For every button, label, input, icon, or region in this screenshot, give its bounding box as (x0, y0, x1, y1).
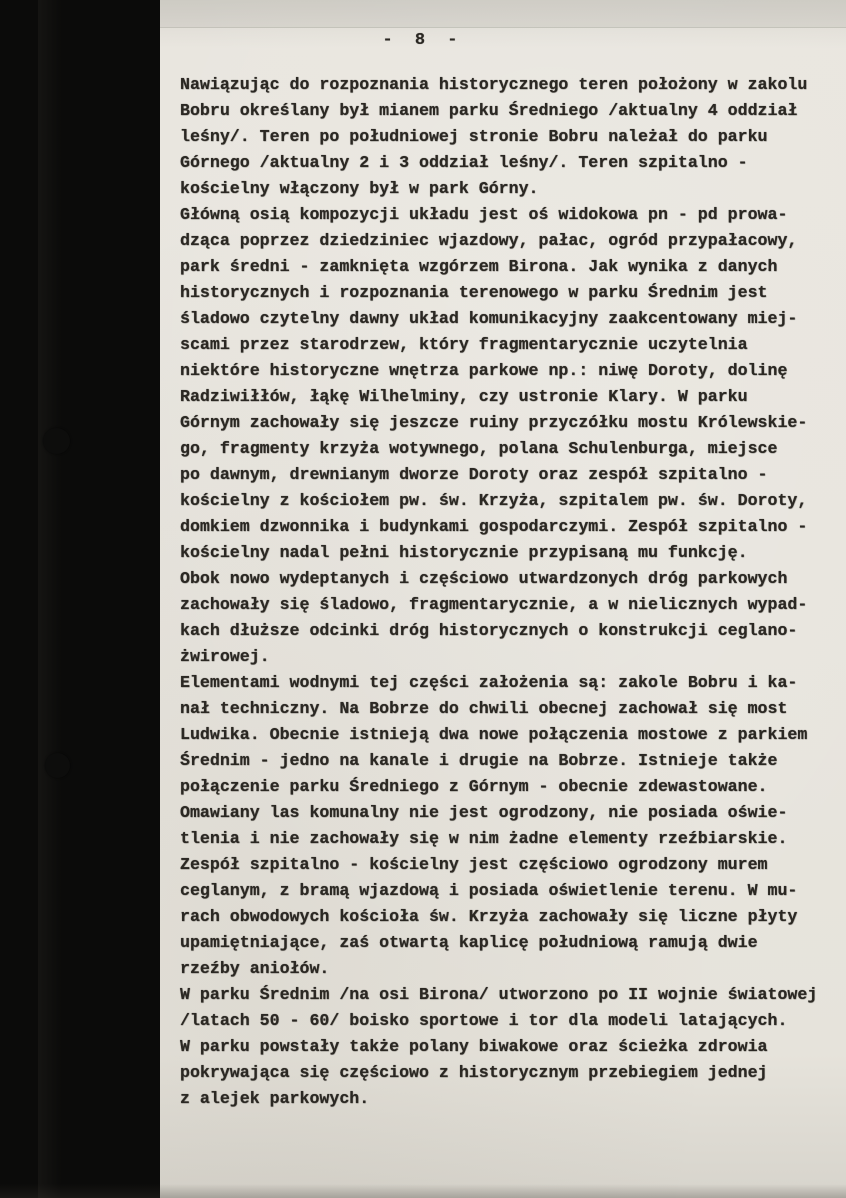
text-line: dząca poprzez dziedziniec wjazdowy, pałac, ogród przypałacowy, (180, 231, 798, 250)
text-line: tlenia i nie zachowały się w nim żadne elementy rzeźbiarskie. (180, 829, 788, 848)
text-line: Górnego /aktualny 2 i 3 oddział leśny/. Teren szpitalno - (180, 153, 748, 172)
text-line: scami przez starodrzew, który fragmentarycznie uczytelnia (180, 335, 748, 354)
text-line: żwirowej. (180, 647, 270, 666)
text-line: domkiem dzwonnika i budynkami gospodarczymi. Zespół szpitalno - (180, 517, 808, 536)
text-line: W parku powstały także polany biwakowe oraz ścieżka zdrowia (180, 1037, 768, 1056)
text-line: Omawiany las komunalny nie jest ogrodzony, nie posiada oświe- (180, 803, 788, 822)
text-line: ceglanym, z bramą wjazdową i posiada oświetlenie terenu. W mu- (180, 881, 798, 900)
text-line: pokrywająca się częściowo z historycznym przebiegiem jednej (180, 1063, 768, 1082)
document-text (180, 72, 846, 1112)
text-line: rach obwodowych kościoła św. Krzyża zachowały się liczne płyty (180, 907, 798, 926)
edge-shadow (38, 0, 64, 1198)
text-line: kościelny włączony był w park Górny. (180, 179, 539, 198)
text-line: śladowo czytelny dawny układ komunikacyjny zaakcentowany miej- (180, 309, 798, 328)
text-line: Elementami wodnymi tej części założenia są: zakole Bobru i ka- (180, 673, 798, 692)
text-line: go, fragmenty krzyża wotywnego, polana Schulenburga, miejsce (180, 439, 778, 458)
text-line: rzeźby aniołów. (180, 959, 330, 978)
text-line: W parku Średnim /na osi Birona/ utworzono po II wojnie światowej (180, 985, 818, 1004)
text-line: Zespół szpitalno - kościelny jest częściowo ogrodzony murem (180, 855, 768, 874)
scan-dark-edge (0, 0, 160, 1198)
text-line: z alejek parkowych. (180, 1089, 370, 1108)
bottom-shadow (0, 1184, 846, 1198)
text-line: Średnim - jedno na kanale i drugie na Bobrze. Istnieje także (180, 751, 778, 770)
text-line: nał techniczny. Na Bobrze do chwili obecnej zachował się most (180, 699, 788, 718)
text-line: Ludwika. Obecnie istnieją dwa nowe połączenia mostowe z parkiem (180, 725, 808, 744)
text-line: kach dłuższe odcinki dróg historycznych o konstrukcji ceglano- (180, 621, 798, 640)
text-line: kościelny z kościołem pw. św. Krzyża, szpitalem pw. św. Doroty, (180, 491, 808, 510)
text-line: Górnym zachowały się jeszcze ruiny przyczółku mostu Królewskie- (180, 413, 808, 432)
text-line: niektóre historyczne wnętrza parkowe np.: niwę Doroty, dolinę (180, 361, 788, 380)
text-line: Nawiązując do rozpoznania historycznego teren położony w zakolu (180, 75, 808, 94)
text-line: park średni - zamknięta wzgórzem Birona. Jak wynika z danych (180, 257, 778, 276)
text-line: Główną osią kompozycji układu jest oś widokowa pn - pd prowa- (180, 205, 788, 224)
text-line: Obok nowo wydeptanych i częściowo utwardzonych dróg parkowych (180, 569, 788, 588)
page-number: - 8 - (382, 31, 464, 50)
text-line: zachowały się śladowo, fragmentarycznie, a w nielicznych wypad- (180, 595, 808, 614)
text-line: połączenie parku Średniego z Górnym - obecnie zdewastowane. (180, 777, 768, 796)
text-line: po dawnym, drewnianym dworze Doroty oraz zespół szpitalno - (180, 465, 768, 484)
punch-hole-bottom (45, 753, 70, 778)
text-line: historycznych i rozpoznania terenowego w parku Średnim jest (180, 283, 768, 302)
text-line: Radziwiłłów, łąkę Wilhelminy, czy ustronie Klary. W parku (180, 387, 748, 406)
text-line: Bobru określany był mianem parku Średniego /aktualny 4 oddział (180, 101, 798, 120)
punch-hole-top (43, 428, 70, 454)
text-line: leśny/. Teren po południowej stronie Bobru należał do parku (180, 127, 768, 146)
text-line: upamiętniające, zaś otwartą kaplicę południową ramują dwie (180, 933, 758, 952)
text-line: /latach 50 - 60/ boisko sportowe i tor dla modeli latających. (180, 1011, 788, 1030)
text-line: kościelny nadal pełni historycznie przypisaną mu funkcję. (180, 543, 748, 562)
